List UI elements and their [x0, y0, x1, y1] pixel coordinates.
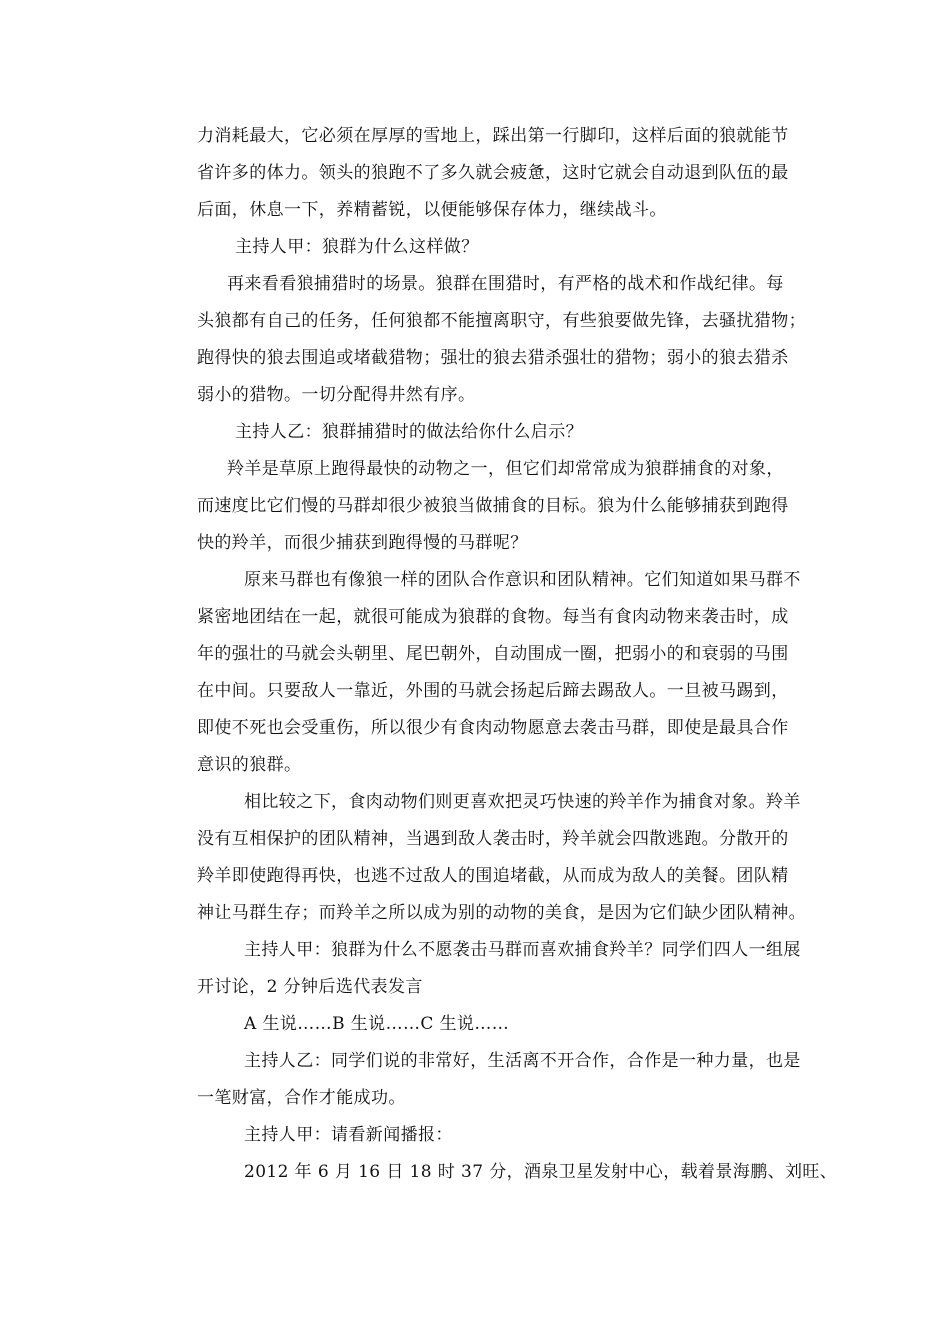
text-line: 主持人甲：狼群为什么这样做？: [235, 237, 479, 257]
text-line: 即使不死也会受重伤，所以很少有食肉动物愿意去袭击马群，即使是最具合作: [197, 718, 789, 738]
text-line: 弱小的猎物。一切分配得井然有序。: [197, 385, 476, 405]
text-line: 主持人乙：同学们说的非常好，生活离不开合作，合作是一种力量，也是: [244, 1051, 801, 1071]
document-body: [197, 118, 861, 1191]
paragraph-wolf-hunting-scene: [197, 266, 861, 414]
text-line: 主持人甲：请看新闻播报：: [244, 1125, 453, 1145]
text-line: 开讨论，2 分钟后选代表发言: [197, 977, 423, 997]
paragraph-host-a-question-1: [197, 229, 861, 266]
text-line: 省许多的体力。领头的狼跑不了多久就会疲惫，这时它就会自动退到队伍的最: [197, 163, 789, 183]
text-line: 羚羊是草原上跑得最快的动物之一，但它们却常常成为狼群捕食的对象，: [227, 459, 784, 479]
paragraph-host-b-question-1: [197, 414, 861, 451]
paragraph-wolf-leader-stamina: [197, 118, 861, 229]
text-line: 年的强壮的马就会头朝里、尾巴朝外，自动围成一圈，把弱小的和衰弱的马围: [197, 644, 789, 664]
text-line: 一笔财富，合作才能成功。: [197, 1088, 406, 1108]
paragraph-antelope-no-teamwork: [197, 784, 861, 932]
text-line: 意识的狼群。: [197, 755, 302, 775]
paragraph-host-a-news: [197, 1117, 861, 1154]
text-line: 力消耗最大，它必须在厚厚的雪地上，踩出第一行脚印，这样后面的狼就能节: [197, 126, 789, 146]
text-line: 在中间。只要敌人一靠近，外围的马就会扬起后蹄去踢敌人。一旦被马踢到，: [197, 681, 789, 701]
text-line: 快的羚羊，而很少捕获到跑得慢的马群呢？: [197, 533, 528, 553]
text-line: 主持人乙：狼群捕猎时的做法给你什么启示？: [235, 422, 583, 442]
text-line: 原来马群也有像狼一样的团队合作意识和团队精神。它们知道如果马群不: [244, 570, 801, 590]
paragraph-news-broadcast: [197, 1154, 861, 1191]
text-line: 再来看看狼捕猎时的场景。狼群在围猎时，有严格的战术和作战纪律。每: [227, 274, 784, 294]
text-line: 跑得快的狼去围追或堵截猎物；强壮的狼去猎杀强壮的猎物；弱小的狼去猎杀: [197, 348, 789, 368]
text-line: 没有互相保护的团队精神，当遇到敌人袭击时，羚羊就会四散逃跑。分散开的: [197, 829, 789, 849]
text-line: 主持人甲：狼群为什么不愿袭击马群而喜欢捕食羚羊？同学们四人一组展: [244, 940, 801, 960]
paragraph-antelope-vs-horses: [197, 451, 861, 562]
paragraph-host-a-discussion: [197, 932, 861, 1006]
text-line: A 生说……B 生说……C 生说……: [244, 1014, 510, 1034]
paragraph-host-b-summary: [197, 1043, 861, 1117]
text-line: 紧密地团结在一起，就很可能成为狼群的食物。每当有食肉动物来袭击时，成: [197, 607, 789, 627]
paragraph-horse-teamwork: [197, 562, 861, 784]
text-line: 而速度比它们慢的马群却很少被狼当做捕食的目标。狼为什么能够捕获到跑得: [197, 496, 789, 516]
text-line: 后面，休息一下，养精蓄锐，以便能够保存体力，继续战斗。: [197, 200, 667, 220]
text-line: 相比较之下，食肉动物们则更喜欢把灵巧快速的羚羊作为捕食对象。羚羊: [244, 792, 801, 812]
text-line: 2012 年 6 月 16 日 18 时 37 分，酒泉卫星发射中心，载着景海鹏、刘旺、: [244, 1162, 838, 1182]
paragraph-students-speak: [197, 1006, 861, 1043]
text-line: 头狼都有自己的任务，任何狼都不能擅离职守，有些狼要做先锋，去骚扰猎物；: [197, 311, 806, 331]
text-line: 羚羊即使跑得再快，也逃不过敌人的围追堵截，从而成为敌人的美餐。团队精: [197, 866, 789, 886]
text-line: 神让马群生存；而羚羊之所以成为别的动物的美食，是因为它们缺少团队精神。: [197, 903, 806, 923]
